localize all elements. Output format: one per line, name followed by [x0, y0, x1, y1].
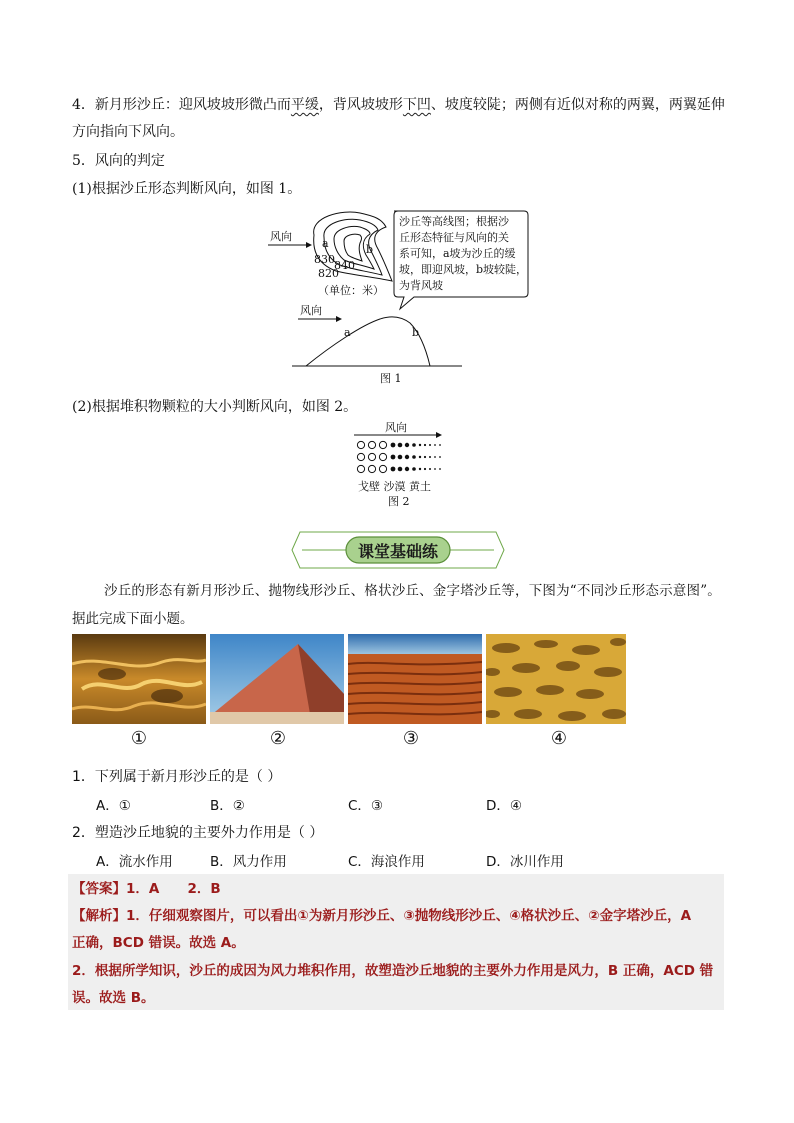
- q1-option-a[interactable]: A．①: [96, 798, 131, 814]
- question-2-stem: 2．塑造沙丘地貌的主要外力作用是（ ）: [72, 825, 324, 841]
- contour-label-b: b: [366, 243, 374, 256]
- figure1-wind-arrowhead: [306, 242, 312, 248]
- q2-option-a[interactable]: A．流水作用: [96, 854, 173, 870]
- photo-label-4: ④: [550, 728, 568, 749]
- figure2-caption: 图 2: [388, 495, 410, 508]
- callout-line-1: 沙丘等高线图；根据沙: [399, 215, 509, 228]
- analysis-1-text: 1．仔细观察图片，可以看出①为新月形沙丘、③抛物线形沙丘、④格状沙丘、②金字塔沙丘，A: [126, 908, 692, 924]
- q2-option-d[interactable]: D．冰川作用: [486, 854, 564, 870]
- figure-2-particle-diagram: [350, 418, 450, 510]
- section-banner-title: 课堂基础练: [357, 542, 438, 561]
- photo-label-2: ②: [269, 728, 287, 749]
- profile-wind-label: 风向: [300, 304, 322, 317]
- figure1-caption: 图 1: [380, 372, 402, 385]
- particles: [357, 441, 441, 472]
- question-1-stem: 1．下列属于新月形沙丘的是（ ）: [72, 769, 282, 785]
- contour-label-820: 820: [318, 267, 339, 280]
- question-intro-line1: 沙丘的形态有新月形沙丘、抛物线形沙丘、格状沙丘、金字塔沙丘等，下图为“不同沙丘形态示意图”。: [104, 583, 722, 599]
- figure-1-dune-diagram: [262, 205, 532, 387]
- photo-label-1: ①: [130, 728, 148, 749]
- heading-wind-direction: 5．风向的判定: [72, 153, 165, 169]
- q1-option-d[interactable]: D．④: [486, 798, 522, 814]
- contour-label-a: a: [322, 237, 329, 250]
- figure1-wind-label: 风向: [270, 230, 292, 243]
- q1-option-c[interactable]: C．③: [348, 798, 384, 814]
- paragraph-crescent-dune: 4．新月形沙丘：迎风坡坡形微凸而平缓，背风坡坡形下凹、坡度较陡；两侧有近似对称的两翼，两翼延伸: [72, 97, 725, 113]
- q2-option-b[interactable]: B．风力作用: [210, 854, 287, 870]
- analysis-line-1: [72, 904, 691, 924]
- photo-pyramid-dune: [210, 634, 344, 724]
- profile-label-a: a: [344, 326, 351, 339]
- analysis-line-4: 误。故选 B。: [72, 990, 155, 1006]
- analysis-line-2: 正确，BCD 错误。故选 A。: [72, 935, 245, 951]
- photo-grid-dunes: [486, 634, 626, 724]
- photo-crescent-dunes: [72, 634, 206, 724]
- answer-line: [72, 877, 221, 897]
- answer-tag: 【答案】: [72, 881, 126, 897]
- q1-option-b[interactable]: B．②: [210, 798, 245, 814]
- profile-wind-arrowhead: [336, 316, 342, 322]
- callout-line-5: 为背风坡: [399, 279, 443, 292]
- paragraph-crescent-dune-line2: 方向指向下风向。: [72, 124, 184, 140]
- photo-parabolic-dunes: [348, 634, 482, 724]
- contour-label-830: 830: [314, 253, 335, 266]
- callout-line-4: 坡，即迎风坡，b坡较陡，: [399, 263, 528, 276]
- subheading-dune-shape: (1)根据沙丘形态判断风向，如图 1。: [72, 181, 302, 197]
- subheading-particle-size: (2)根据堆积物颗粒的大小判断风向，如图 2。: [72, 399, 358, 415]
- profile-label-b: b: [412, 326, 420, 339]
- figure2-wind-label: 风向: [385, 421, 407, 434]
- callout-line-2: 丘形态特征与风向的关: [399, 231, 509, 244]
- callout-line-3: 系可知，a坡为沙丘的缓: [399, 247, 516, 260]
- photo-label-3: ③: [402, 728, 420, 749]
- figure1-unit: （单位：米）: [318, 284, 384, 297]
- question-intro-line2: 据此完成下面小题。: [72, 611, 194, 627]
- analysis-line-3: 2．根据所学知识，沙丘的成因为风力堆积作用，故塑造沙丘地貌的主要外力作用是风力，B 正确，ACD 错: [72, 963, 714, 979]
- analysis-tag: 【解析】: [72, 908, 126, 924]
- figure2-wind-arrowhead: [436, 432, 442, 438]
- contour-label-840: 840: [334, 259, 355, 272]
- dune-profile: [306, 317, 430, 366]
- q2-option-c[interactable]: C．海浪作用: [348, 854, 425, 870]
- figure2-labels: 戈壁 沙漠 黄土: [358, 480, 431, 493]
- answer-text: 1．A 2．B: [126, 881, 221, 897]
